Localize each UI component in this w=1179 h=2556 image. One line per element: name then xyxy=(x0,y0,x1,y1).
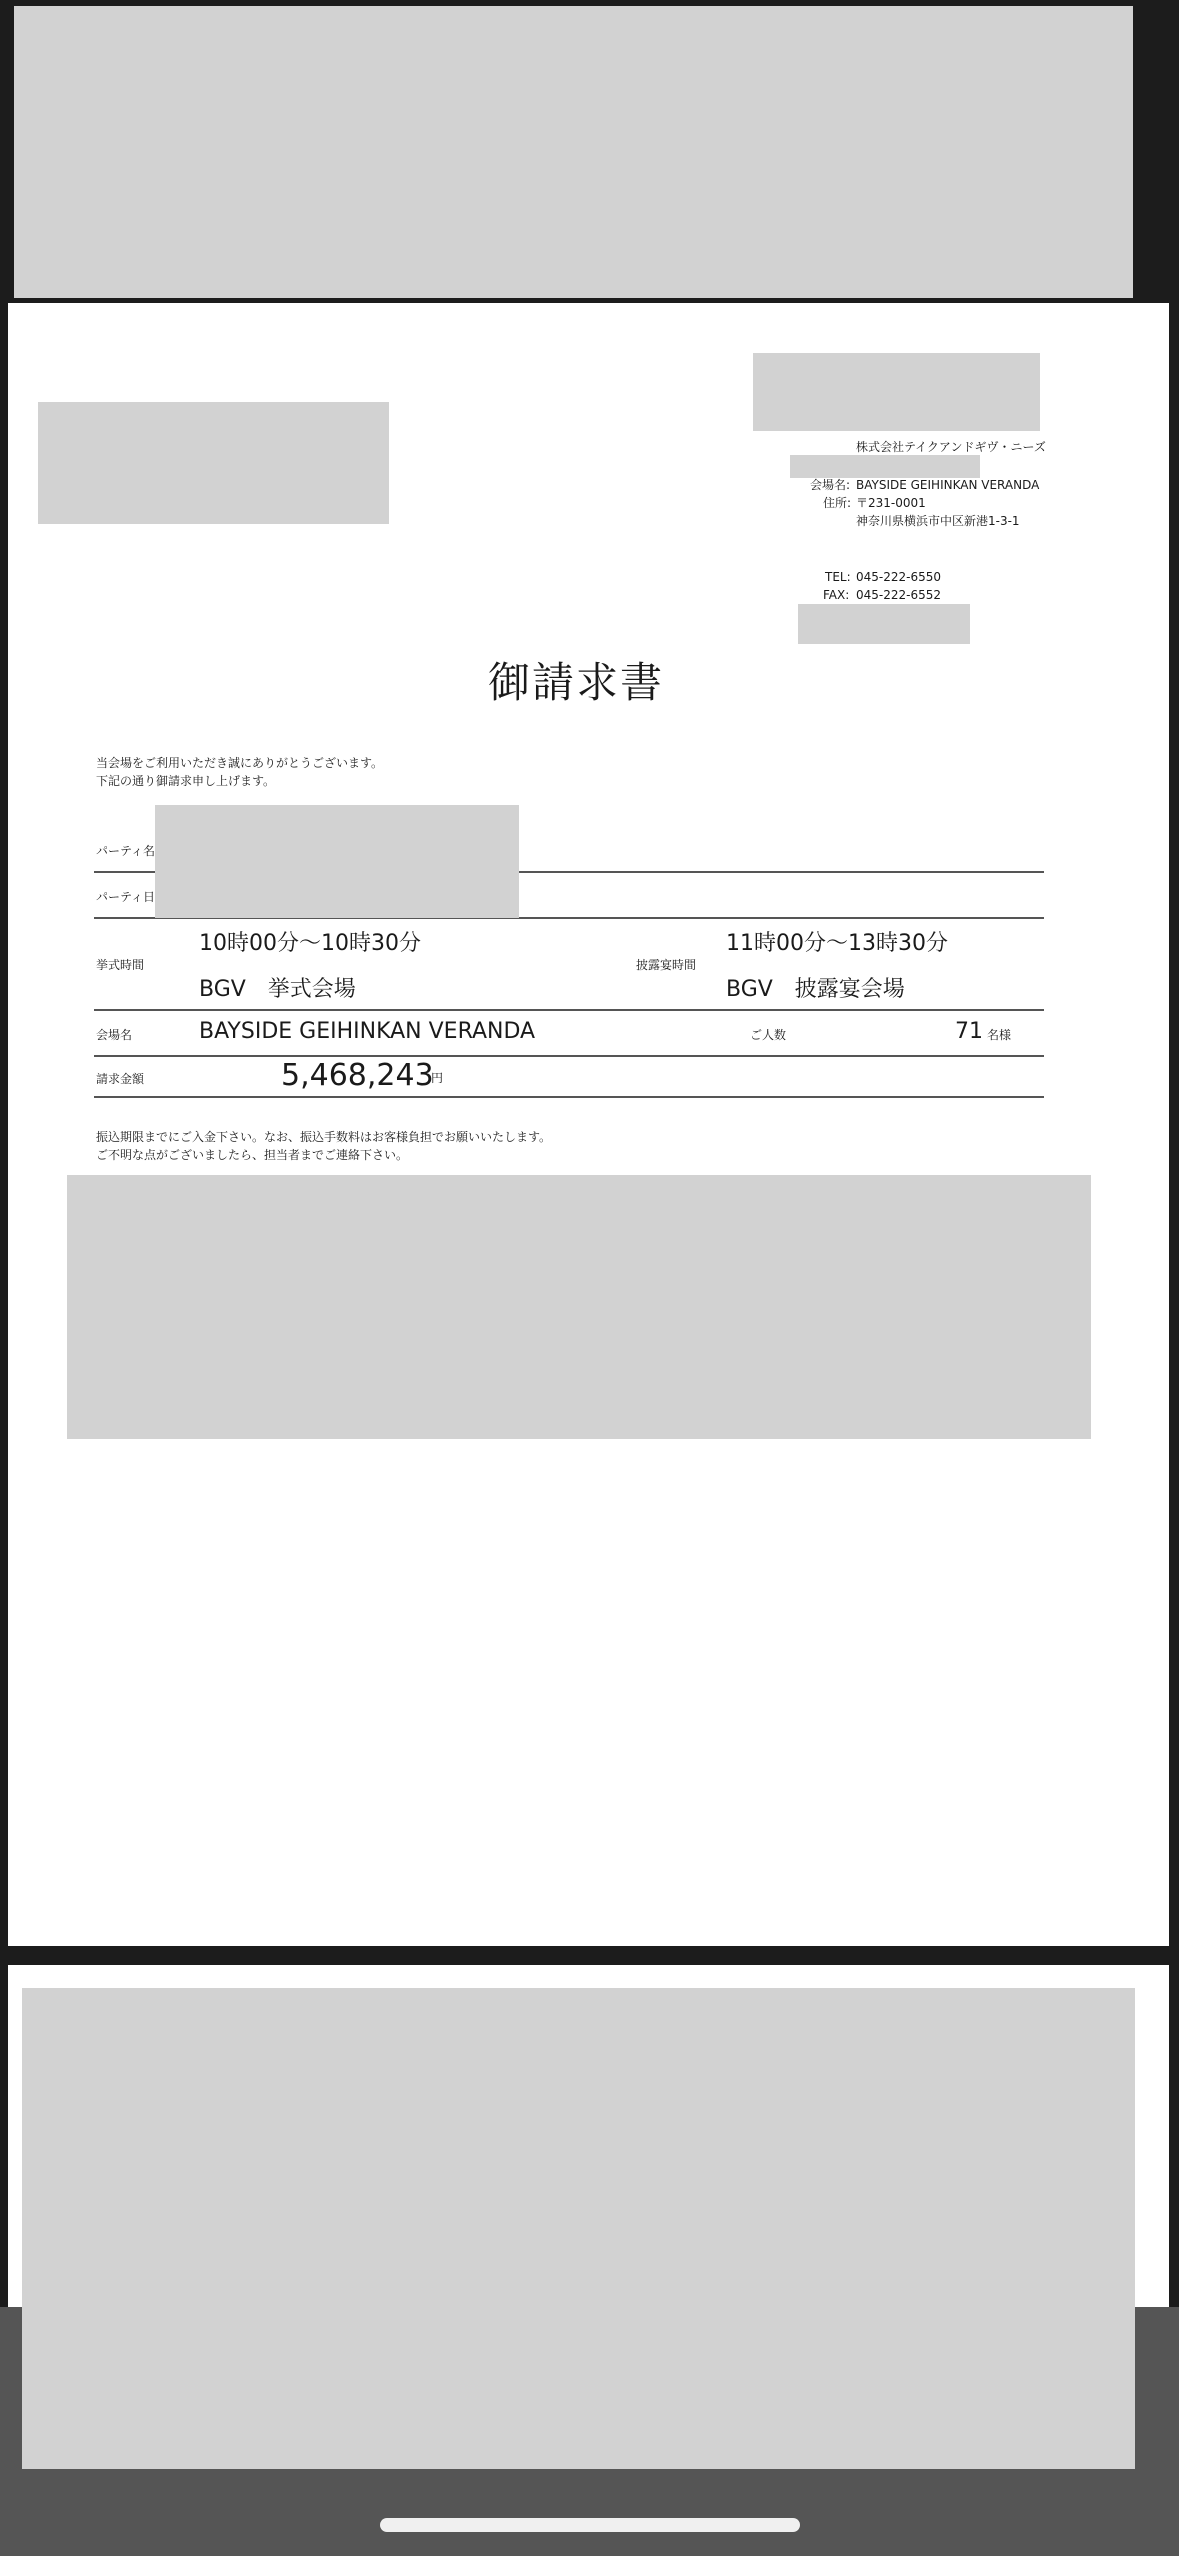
home-indicator[interactable] xyxy=(380,2518,800,2532)
amount-unit: 円 xyxy=(431,1071,444,1085)
company-name: 株式会社テイクアンドギヴ・ニーズ xyxy=(856,440,1046,454)
divider xyxy=(94,1055,1044,1057)
guests-label: ご人数 xyxy=(750,1028,787,1042)
ceremony-place: BGV 挙式会場 xyxy=(199,977,356,1002)
intro-line-1: 当会場をご利用いただき誠にありがとうございます。 xyxy=(96,756,384,770)
company-postal: 〒231-0001 xyxy=(856,496,926,510)
fax-value: 045-222-6552 xyxy=(856,588,942,602)
company-address: 神奈川県横浜市中区新港1-3-1 xyxy=(856,514,1020,528)
note-line-1: 振込期限までにご入金下さい。なお、振込手数料はお客様負担でお願いいたします。 xyxy=(96,1130,552,1144)
company-venue-label: 会場名: xyxy=(810,478,851,492)
note-line-2: ご不明な点がございましたら、担当者までご連絡下さい。 xyxy=(96,1148,409,1162)
fax-label: FAX: xyxy=(823,588,850,602)
redacted-header-page xyxy=(14,6,1133,298)
company-address-label: 住所: xyxy=(823,496,852,510)
redacted-company-line xyxy=(790,455,980,478)
reception-place: BGV 披露宴会場 xyxy=(726,977,905,1002)
party-date-label: パーティ日 xyxy=(96,890,156,904)
redacted-details-block xyxy=(67,1175,1091,1439)
venue-label: 会場名 xyxy=(96,1028,133,1042)
amount-value: 5,468,243 xyxy=(281,1058,434,1093)
redacted-recipient xyxy=(38,402,389,524)
ceremony-time: 10時00分〜10時30分 xyxy=(199,931,421,956)
ceremony-time-label: 挙式時間 xyxy=(96,958,145,972)
tel-value: 045-222-6550 xyxy=(856,570,942,584)
guests-value: 71 xyxy=(955,1019,983,1044)
document-title: 御請求書 xyxy=(487,658,664,707)
guests-unit: 名様 xyxy=(987,1028,1012,1042)
intro-line-2: 下記の通り御請求申し上げます。 xyxy=(96,774,276,788)
redacted-next-page-content xyxy=(22,1988,1135,2469)
divider xyxy=(94,1009,1044,1011)
company-venue-value: BAYSIDE GEIHINKAN VERANDA xyxy=(856,478,1040,492)
redacted-logo xyxy=(753,353,1040,431)
amount-label: 請求金額 xyxy=(96,1072,145,1086)
tel-label: TEL: xyxy=(825,570,851,584)
venue-value: BAYSIDE GEIHINKAN VERANDA xyxy=(199,1019,536,1044)
invoice-page xyxy=(8,303,1169,1946)
reception-time-label: 披露宴時間 xyxy=(636,958,697,972)
divider xyxy=(94,1096,1044,1098)
party-name-label: パーティ名 xyxy=(96,844,156,858)
redacted-party-info xyxy=(155,805,519,918)
redacted-stamp xyxy=(798,604,970,644)
reception-time: 11時00分〜13時30分 xyxy=(726,931,948,956)
